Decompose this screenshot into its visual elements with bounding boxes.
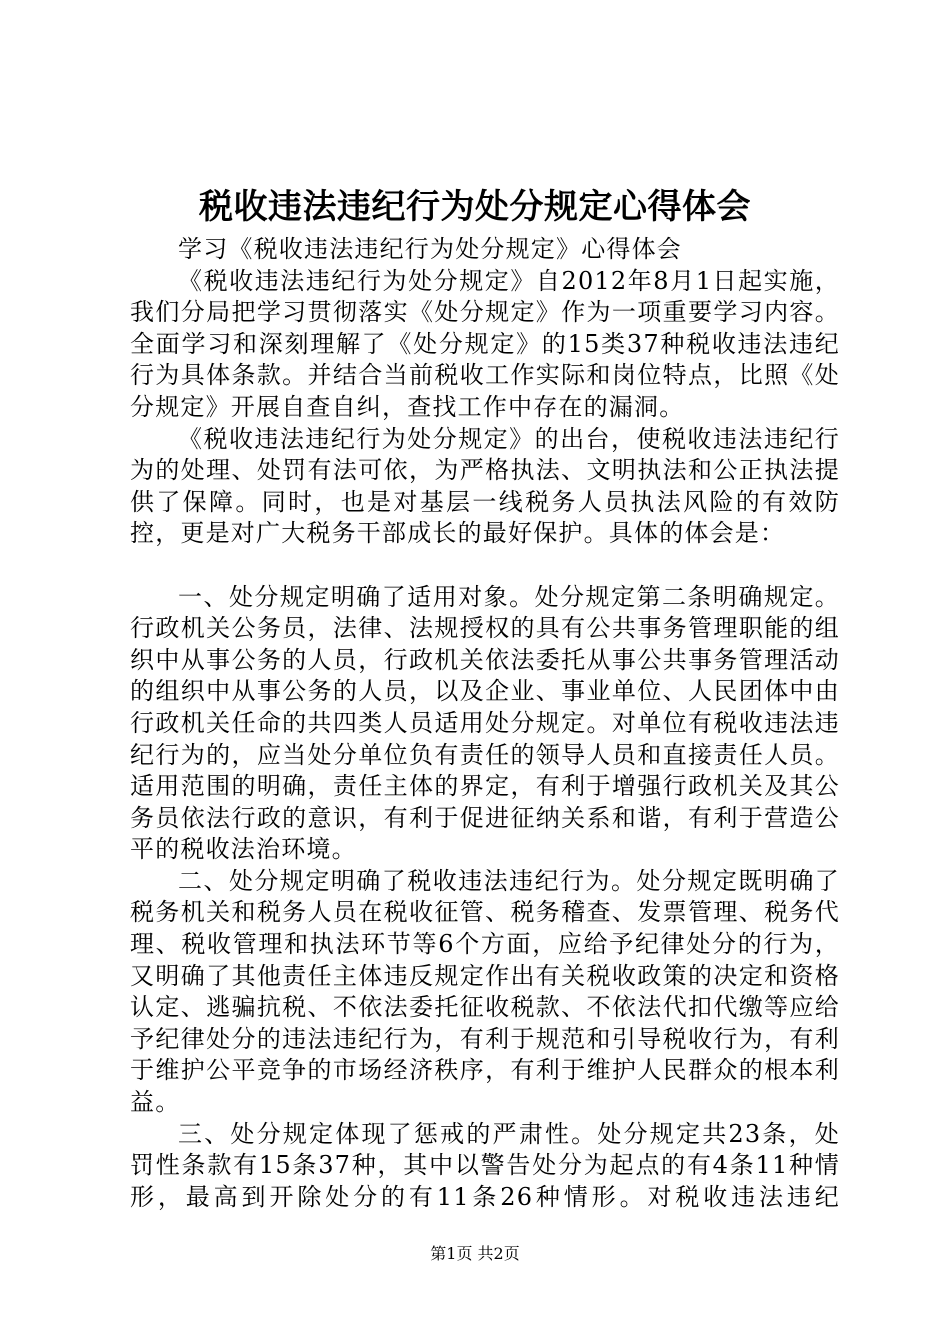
document-subtitle: 学习《税收违法违纪行为处分规定》心得体会 [178,235,682,263]
page-footer: 第1页 共2页 [430,1244,520,1263]
paragraph-gap [130,550,840,582]
paragraph-1: 《税收违法违纪行为处分规定》自2012年8月1日起实施，我们分局把学习贯彻落实《处分规定》作为一项重要学习内容。全面学习和深刻理解了《处分规定》的15类37种税收违法违纪行为具体条款。并结合当前税收工作实际和岗位特点，比照《处分规定》开展自查自纠，查找工作中存在的漏洞。 [130,266,840,421]
paragraph-4: 二、处分规定明确了税收违法违纪行为。处分规定既明确了税务机关和税务人员在税收征管、税务稽查、发票管理、税务代理、税收管理和执法环节等6个方面，应给予纪律处分的行为，又明确了其他责任主体违反规定作出有关税收政策的决定和资格认定、逃骗抗税、不依法委托征收税款、不依法代扣代缴等应给予纪律处分的违法违纪行为，有利于规范和引导税收行为，有利于维护公平竞争的市场经济秩序，有利于维护人民群众的根本利益。 [130,866,840,1117]
paragraph-2: 《税收违法违纪行为处分规定》的出台，使税收违法违纪行为的处理、处罚有法可依，为严格执法、文明执法和公正执法提供了保障。同时，也是对基层一线税务人员执法风险的有效防控，更是对广大税务干部成长的最好保护。具体的体会是： [130,424,840,548]
paragraph-3: 一、处分规定明确了适用对象。处分规定第二条明确规定。行政机关公务员，法律、法规授权的具有公共事务管理职能的组织中从事公务的人员，行政机关依法委托从事公共事务管理活动的组织中从事公务的人员，以及企业、事业单位、人民团体中由行政机关任命的共四类人员适用处分规定。对单位有税收违法违纪行为的，应当处分单位负有责任的领导人员和直接责任人员。适用范围的明确，责任主体的界定，有利于增强行政机关及其公务员依法行政的意识，有利于促进征纳关系和谐，有利于营造公平的税收法治环境。 [130,582,840,864]
paragraph-5: 三、处分规定体现了惩戒的严肃性。处分规定共23条，处罚性条款有15条37种，其中以警告处分为起点的有4条11种情形，最高到开除处分的有11条26种情形。对税收违法违纪 [130,1119,840,1211]
document-body [130,234,840,1213]
document-title: 税收违法违纪行为处分规定心得体会 [199,187,751,227]
